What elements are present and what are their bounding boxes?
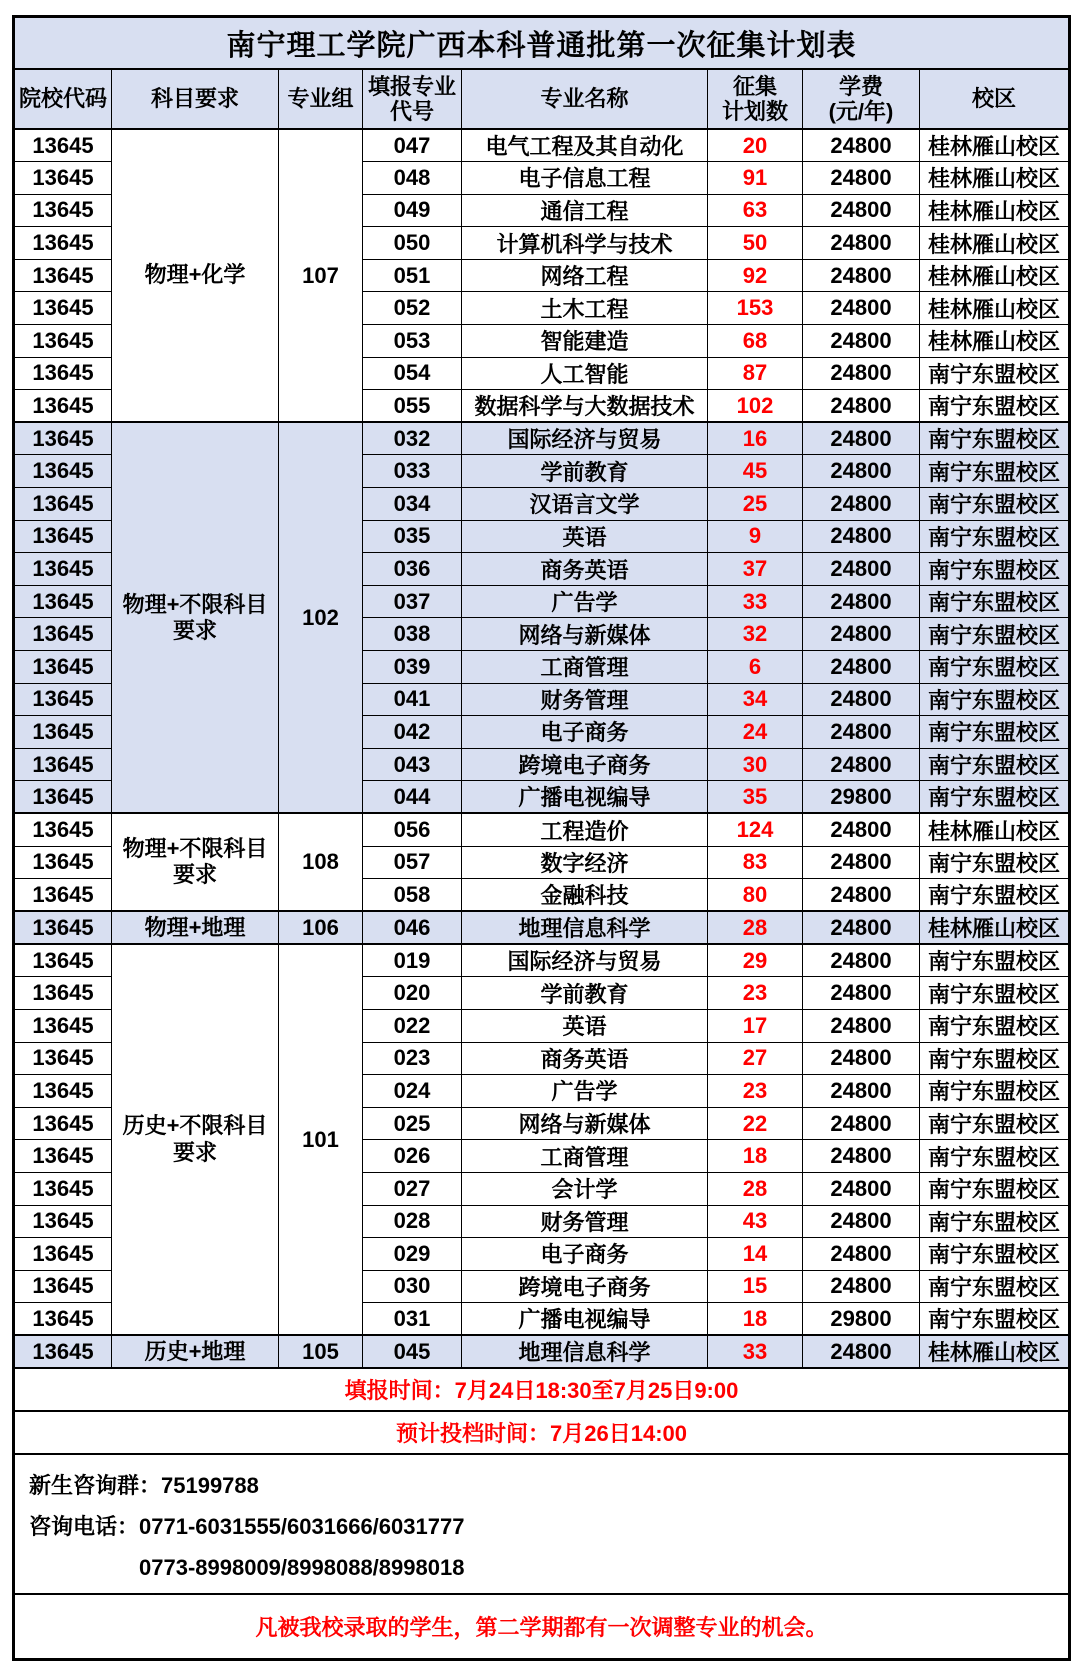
tuition-cell: 24800 xyxy=(803,194,920,227)
college-code-cell: 13645 xyxy=(14,292,112,325)
campus-cell: 桂林雁山校区 xyxy=(920,813,1070,846)
college-code-cell: 13645 xyxy=(14,1172,112,1205)
plan-count-cell: 43 xyxy=(708,1205,803,1238)
major-code-cell: 019 xyxy=(363,944,462,977)
major-code-cell: 058 xyxy=(363,879,462,912)
tuition-cell: 24800 xyxy=(803,813,920,846)
tuition-cell: 24800 xyxy=(803,325,920,358)
college-code-cell: 13645 xyxy=(14,683,112,716)
major-name-cell: 网络与新媒体 xyxy=(462,618,708,651)
major-code-cell: 035 xyxy=(363,520,462,553)
campus-cell: 桂林雁山校区 xyxy=(920,227,1070,260)
campus-cell: 南宁东盟校区 xyxy=(920,846,1070,879)
campus-cell: 南宁东盟校区 xyxy=(920,781,1070,814)
major-code-cell: 049 xyxy=(363,194,462,227)
major-code-cell: 024 xyxy=(363,1075,462,1108)
major-name-cell: 汉语言文学 xyxy=(462,488,708,521)
major-name-cell: 财务管理 xyxy=(462,683,708,716)
campus-cell: 南宁东盟校区 xyxy=(920,1140,1070,1173)
major-code-cell: 052 xyxy=(363,292,462,325)
plan-count-cell: 37 xyxy=(708,553,803,586)
college-code-cell: 13645 xyxy=(14,129,112,162)
campus-cell: 南宁东盟校区 xyxy=(920,944,1070,977)
column-header-6: 学费 (元/年) xyxy=(803,69,920,129)
major-group-cell: 107 xyxy=(279,129,363,422)
major-name-cell: 商务英语 xyxy=(462,1042,708,1075)
tuition-cell: 24800 xyxy=(803,162,920,195)
campus-cell: 南宁东盟校区 xyxy=(920,683,1070,716)
tuition-cell: 24800 xyxy=(803,553,920,586)
college-code-cell: 13645 xyxy=(14,1205,112,1238)
college-code-cell: 13645 xyxy=(14,1303,112,1336)
plan-count-cell: 87 xyxy=(708,357,803,390)
major-code-cell: 022 xyxy=(363,1009,462,1042)
college-code-cell: 13645 xyxy=(14,1335,112,1368)
major-name-cell: 国际经济与贸易 xyxy=(462,422,708,455)
major-code-cell: 051 xyxy=(363,259,462,292)
plan-count-cell: 35 xyxy=(708,781,803,814)
major-group-cell: 106 xyxy=(279,911,363,944)
major-name-cell: 学前教育 xyxy=(462,977,708,1010)
major-code-cell: 055 xyxy=(363,390,462,423)
campus-cell: 南宁东盟校区 xyxy=(920,553,1070,586)
application-time-notice: 填报时间：7月24日18:30至7月25日9:00 xyxy=(14,1368,1070,1411)
plan-count-cell: 153 xyxy=(708,292,803,325)
campus-cell: 南宁东盟校区 xyxy=(920,748,1070,781)
college-code-cell: 13645 xyxy=(14,781,112,814)
campus-cell: 桂林雁山校区 xyxy=(920,259,1070,292)
archive-time-notice: 预计投档时间：7月26日14:00 xyxy=(14,1411,1070,1454)
plan-count-cell: 33 xyxy=(708,1335,803,1368)
campus-cell: 南宁东盟校区 xyxy=(920,1205,1070,1238)
tuition-cell: 24800 xyxy=(803,1042,920,1075)
major-code-cell: 020 xyxy=(363,977,462,1010)
major-name-cell: 工程造价 xyxy=(462,813,708,846)
major-group-cell: 102 xyxy=(279,422,363,813)
major-code-cell: 023 xyxy=(363,1042,462,1075)
campus-cell: 桂林雁山校区 xyxy=(920,194,1070,227)
college-code-cell: 13645 xyxy=(14,227,112,260)
college-code-cell: 13645 xyxy=(14,618,112,651)
college-code-cell: 13645 xyxy=(14,553,112,586)
major-code-cell: 030 xyxy=(363,1270,462,1303)
subject-requirement-cell: 物理+地理 xyxy=(112,911,279,944)
major-code-cell: 025 xyxy=(363,1107,462,1140)
plan-count-cell: 28 xyxy=(708,911,803,944)
plan-count-cell: 91 xyxy=(708,162,803,195)
campus-cell: 南宁东盟校区 xyxy=(920,1107,1070,1140)
campus-cell: 南宁东盟校区 xyxy=(920,977,1070,1010)
major-name-cell: 跨境电子商务 xyxy=(462,1270,708,1303)
major-name-cell: 跨境电子商务 xyxy=(462,748,708,781)
tuition-cell: 24800 xyxy=(803,1075,920,1108)
major-group-cell: 105 xyxy=(279,1335,363,1368)
campus-cell: 南宁东盟校区 xyxy=(920,618,1070,651)
college-code-cell: 13645 xyxy=(14,1009,112,1042)
campus-cell: 南宁东盟校区 xyxy=(920,1303,1070,1336)
college-code-cell: 13645 xyxy=(14,585,112,618)
column-header-3: 填报专业 代号 xyxy=(363,69,462,129)
column-header-1: 科目要求 xyxy=(112,69,279,129)
major-name-cell: 财务管理 xyxy=(462,1205,708,1238)
campus-cell: 南宁东盟校区 xyxy=(920,879,1070,912)
plan-count-cell: 14 xyxy=(708,1238,803,1271)
campus-cell: 南宁东盟校区 xyxy=(920,1238,1070,1271)
major-name-cell: 广告学 xyxy=(462,1075,708,1108)
major-code-cell: 037 xyxy=(363,585,462,618)
tuition-cell: 24800 xyxy=(803,292,920,325)
column-header-row xyxy=(14,69,1070,129)
college-code-cell: 13645 xyxy=(14,390,112,423)
campus-cell: 南宁东盟校区 xyxy=(920,422,1070,455)
column-header-4: 专业名称 xyxy=(462,69,708,129)
tuition-cell: 24800 xyxy=(803,977,920,1010)
major-code-cell: 036 xyxy=(363,553,462,586)
plan-count-cell: 17 xyxy=(708,1009,803,1042)
college-code-cell: 13645 xyxy=(14,1140,112,1173)
consult-group-line: 新生咨询群：75199788 xyxy=(29,1473,259,1499)
major-code-cell: 029 xyxy=(363,1238,462,1271)
major-name-cell: 会计学 xyxy=(462,1172,708,1205)
major-code-cell: 045 xyxy=(363,1335,462,1368)
major-name-cell: 国际经济与贸易 xyxy=(462,944,708,977)
plan-count-cell: 16 xyxy=(708,422,803,455)
major-name-cell: 电子信息工程 xyxy=(462,162,708,195)
major-name-cell: 工商管理 xyxy=(462,1140,708,1173)
contact-cell xyxy=(14,1454,1070,1594)
campus-cell: 南宁东盟校区 xyxy=(920,585,1070,618)
major-code-cell: 041 xyxy=(363,683,462,716)
major-name-cell: 金融科技 xyxy=(462,879,708,912)
major-code-cell: 043 xyxy=(363,748,462,781)
plan-row xyxy=(14,911,1070,944)
tuition-cell: 24800 xyxy=(803,1238,920,1271)
campus-cell: 南宁东盟校区 xyxy=(920,390,1070,423)
notice-row-archive xyxy=(14,1411,1070,1454)
major-code-cell: 050 xyxy=(363,227,462,260)
major-name-cell: 地理信息科学 xyxy=(462,1335,708,1368)
plan-count-cell: 45 xyxy=(708,455,803,488)
tuition-cell: 24800 xyxy=(803,683,920,716)
major-name-cell: 电子商务 xyxy=(462,1238,708,1271)
plan-count-cell: 33 xyxy=(708,585,803,618)
plan-row xyxy=(14,1335,1070,1368)
major-code-cell: 039 xyxy=(363,651,462,684)
major-code-cell: 053 xyxy=(363,325,462,358)
campus-cell: 桂林雁山校区 xyxy=(920,292,1070,325)
tuition-cell: 24800 xyxy=(803,585,920,618)
subject-requirement-cell: 历史+地理 xyxy=(112,1335,279,1368)
campus-cell: 桂林雁山校区 xyxy=(920,325,1070,358)
tuition-cell: 24800 xyxy=(803,488,920,521)
major-adjust-note: 凡被我校录取的学生，第二学期都有一次调整专业的机会。 xyxy=(14,1594,1070,1660)
major-name-cell: 电子商务 xyxy=(462,716,708,749)
college-code-cell: 13645 xyxy=(14,1075,112,1108)
tuition-cell: 24800 xyxy=(803,357,920,390)
plan-count-cell: 23 xyxy=(708,1075,803,1108)
plan-count-cell: 24 xyxy=(708,716,803,749)
college-code-cell: 13645 xyxy=(14,879,112,912)
plan-count-cell: 102 xyxy=(708,390,803,423)
campus-cell: 桂林雁山校区 xyxy=(920,1335,1070,1368)
tuition-cell: 29800 xyxy=(803,1303,920,1336)
plan-count-cell: 25 xyxy=(708,488,803,521)
plan-count-cell: 50 xyxy=(708,227,803,260)
campus-cell: 南宁东盟校区 xyxy=(920,1075,1070,1108)
campus-cell: 桂林雁山校区 xyxy=(920,162,1070,195)
plan-count-cell: 20 xyxy=(708,129,803,162)
major-name-cell: 广播电视编导 xyxy=(462,781,708,814)
spreadsheet-area xyxy=(12,15,1071,1661)
campus-cell: 南宁东盟校区 xyxy=(920,488,1070,521)
tuition-cell: 24800 xyxy=(803,846,920,879)
major-name-cell: 通信工程 xyxy=(462,194,708,227)
plan-count-cell: 63 xyxy=(708,194,803,227)
tuition-cell: 24800 xyxy=(803,1009,920,1042)
plan-count-cell: 15 xyxy=(708,1270,803,1303)
plan-count-cell: 30 xyxy=(708,748,803,781)
plan-rows xyxy=(14,129,1070,1368)
major-name-cell: 电气工程及其自动化 xyxy=(462,129,708,162)
major-name-cell: 网络工程 xyxy=(462,259,708,292)
plan-count-cell: 22 xyxy=(708,1107,803,1140)
major-code-cell: 044 xyxy=(363,781,462,814)
campus-cell: 南宁东盟校区 xyxy=(920,651,1070,684)
major-code-cell: 032 xyxy=(363,422,462,455)
subject-requirement-cell: 物理+不限科目 要求 xyxy=(112,422,279,813)
major-name-cell: 人工智能 xyxy=(462,357,708,390)
major-code-cell: 033 xyxy=(363,455,462,488)
campus-cell: 南宁东盟校区 xyxy=(920,455,1070,488)
column-header-7: 校区 xyxy=(920,69,1070,129)
plan-count-cell: 32 xyxy=(708,618,803,651)
college-code-cell: 13645 xyxy=(14,488,112,521)
campus-cell: 南宁东盟校区 xyxy=(920,520,1070,553)
plan-row xyxy=(14,129,1070,162)
tuition-cell: 24800 xyxy=(803,1140,920,1173)
major-name-cell: 计算机科学与技术 xyxy=(462,227,708,260)
college-code-cell: 13645 xyxy=(14,944,112,977)
plan-count-cell: 6 xyxy=(708,651,803,684)
major-code-cell: 038 xyxy=(363,618,462,651)
college-code-cell: 13645 xyxy=(14,813,112,846)
plan-count-cell: 23 xyxy=(708,977,803,1010)
tuition-cell: 24800 xyxy=(803,651,920,684)
plan-row xyxy=(14,422,1070,455)
plan-count-cell: 27 xyxy=(708,1042,803,1075)
campus-cell: 南宁东盟校区 xyxy=(920,716,1070,749)
notice-row-application xyxy=(14,1368,1070,1411)
admission-plan-table xyxy=(12,15,1071,1661)
college-code-cell: 13645 xyxy=(14,846,112,879)
subject-requirement-cell: 物理+不限科目 要求 xyxy=(112,813,279,911)
plan-row xyxy=(14,944,1070,977)
college-code-cell: 13645 xyxy=(14,162,112,195)
major-name-cell: 广告学 xyxy=(462,585,708,618)
major-name-cell: 商务英语 xyxy=(462,553,708,586)
tuition-cell: 24800 xyxy=(803,1270,920,1303)
major-code-cell: 042 xyxy=(363,716,462,749)
major-group-cell: 101 xyxy=(279,944,363,1335)
consult-phone-line-2: 0773-8998009/8998088/8998018 xyxy=(139,1555,465,1581)
tuition-cell: 24800 xyxy=(803,455,920,488)
plan-count-cell: 34 xyxy=(708,683,803,716)
plan-count-cell: 28 xyxy=(708,1172,803,1205)
tuition-cell: 29800 xyxy=(803,781,920,814)
plan-count-cell: 124 xyxy=(708,813,803,846)
major-group-cell: 108 xyxy=(279,813,363,911)
plan-count-cell: 80 xyxy=(708,879,803,912)
major-code-cell: 046 xyxy=(363,911,462,944)
tuition-cell: 24800 xyxy=(803,1107,920,1140)
college-code-cell: 13645 xyxy=(14,422,112,455)
major-code-cell: 028 xyxy=(363,1205,462,1238)
consult-phone-line-1: 咨询电话：0771-6031555/6031666/6031777 xyxy=(29,1514,465,1540)
college-code-cell: 13645 xyxy=(14,1042,112,1075)
major-name-cell: 英语 xyxy=(462,1009,708,1042)
college-code-cell: 13645 xyxy=(14,716,112,749)
tuition-cell: 24800 xyxy=(803,1172,920,1205)
tuition-cell: 24800 xyxy=(803,748,920,781)
college-code-cell: 13645 xyxy=(14,455,112,488)
campus-cell: 南宁东盟校区 xyxy=(920,357,1070,390)
plan-row xyxy=(14,813,1070,846)
tuition-cell: 24800 xyxy=(803,944,920,977)
tuition-cell: 24800 xyxy=(803,227,920,260)
tuition-cell: 24800 xyxy=(803,129,920,162)
column-header-0: 院校代码 xyxy=(14,69,112,129)
major-name-cell: 网络与新媒体 xyxy=(462,1107,708,1140)
plan-count-cell: 83 xyxy=(708,846,803,879)
college-code-cell: 13645 xyxy=(14,520,112,553)
subject-requirement-cell: 物理+化学 xyxy=(112,129,279,422)
contact-row xyxy=(14,1454,1070,1594)
college-code-cell: 13645 xyxy=(14,357,112,390)
college-code-cell: 13645 xyxy=(14,325,112,358)
plan-count-cell: 92 xyxy=(708,259,803,292)
major-code-cell: 034 xyxy=(363,488,462,521)
major-code-cell: 048 xyxy=(363,162,462,195)
title-row xyxy=(14,17,1070,70)
tuition-cell: 24800 xyxy=(803,390,920,423)
major-code-cell: 054 xyxy=(363,357,462,390)
college-code-cell: 13645 xyxy=(14,748,112,781)
plan-count-cell: 18 xyxy=(708,1140,803,1173)
major-code-cell: 031 xyxy=(363,1303,462,1336)
campus-cell: 桂林雁山校区 xyxy=(920,129,1070,162)
college-code-cell: 13645 xyxy=(14,1107,112,1140)
footer-rows xyxy=(14,1368,1070,1660)
footer-note-row xyxy=(14,1594,1070,1660)
major-code-cell: 027 xyxy=(363,1172,462,1205)
major-name-cell: 学前教育 xyxy=(462,455,708,488)
major-name-cell: 广播电视编导 xyxy=(462,1303,708,1336)
college-code-cell: 13645 xyxy=(14,1238,112,1271)
column-header-2: 专业组 xyxy=(279,69,363,129)
college-code-cell: 13645 xyxy=(14,259,112,292)
plan-count-cell: 68 xyxy=(708,325,803,358)
table-title: 南宁理工学院广西本科普通批第一次征集计划表 xyxy=(14,17,1070,70)
major-code-cell: 057 xyxy=(363,846,462,879)
campus-cell: 南宁东盟校区 xyxy=(920,1042,1070,1075)
major-code-cell: 047 xyxy=(363,129,462,162)
column-header-5: 征集 计划数 xyxy=(708,69,803,129)
college-code-cell: 13645 xyxy=(14,651,112,684)
tuition-cell: 24800 xyxy=(803,259,920,292)
campus-cell: 南宁东盟校区 xyxy=(920,1270,1070,1303)
campus-cell: 桂林雁山校区 xyxy=(920,911,1070,944)
tuition-cell: 24800 xyxy=(803,911,920,944)
major-name-cell: 英语 xyxy=(462,520,708,553)
plan-count-cell: 18 xyxy=(708,1303,803,1336)
college-code-cell: 13645 xyxy=(14,194,112,227)
plan-count-cell: 9 xyxy=(708,520,803,553)
college-code-cell: 13645 xyxy=(14,1270,112,1303)
major-name-cell: 智能建造 xyxy=(462,325,708,358)
tuition-cell: 24800 xyxy=(803,618,920,651)
college-code-cell: 13645 xyxy=(14,911,112,944)
tuition-cell: 24800 xyxy=(803,422,920,455)
college-code-cell: 13645 xyxy=(14,977,112,1010)
plan-count-cell: 29 xyxy=(708,944,803,977)
tuition-cell: 24800 xyxy=(803,879,920,912)
major-name-cell: 数字经济 xyxy=(462,846,708,879)
major-name-cell: 土木工程 xyxy=(462,292,708,325)
subject-requirement-cell: 历史+不限科目 要求 xyxy=(112,944,279,1335)
campus-cell: 南宁东盟校区 xyxy=(920,1009,1070,1042)
tuition-cell: 24800 xyxy=(803,520,920,553)
major-name-cell: 工商管理 xyxy=(462,651,708,684)
major-code-cell: 026 xyxy=(363,1140,462,1173)
major-code-cell: 056 xyxy=(363,813,462,846)
major-name-cell: 地理信息科学 xyxy=(462,911,708,944)
major-name-cell: 数据科学与大数据技术 xyxy=(462,390,708,423)
tuition-cell: 24800 xyxy=(803,716,920,749)
campus-cell: 南宁东盟校区 xyxy=(920,1172,1070,1205)
tuition-cell: 24800 xyxy=(803,1335,920,1368)
tuition-cell: 24800 xyxy=(803,1205,920,1238)
